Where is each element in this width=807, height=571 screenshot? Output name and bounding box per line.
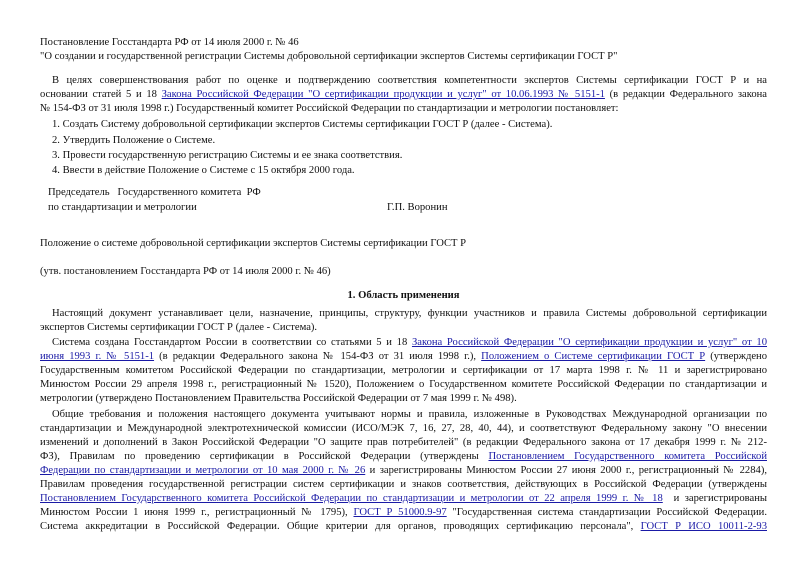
section-1-heading: 1. Область применения (347, 290, 460, 301)
document-title-line1: Постановление Госстандарта РФ от 14 июля 2000 г. № 46 (40, 37, 299, 48)
law-5151-1-date-link[interactable]: июня 1993 г. № 5151-1 (40, 351, 155, 362)
gost-r-51000-9-97-link[interactable]: ГОСТ Р 51000.9-97 (353, 507, 447, 518)
section-1-p2-line4: Минюстом России 29 апреля 1998 г., регистрационный № 1520), Положением о Государственном комитете Российской Федерации по стандартизации и (40, 379, 767, 390)
section-1-p3-line6: Правилам проведения государственной регистрации систем сертификации и знаков соответствия, действующих в Российской Федерации (утверждены (40, 479, 767, 490)
resolution-item-1: 1. Создать Систему добровольной сертификации экспертов Системы сертификации ГОСТ Р (далее - Система). (52, 119, 553, 130)
section-1-p1-line2: экспертов Системы сертификации ГОСТ Р (далее - Система). (40, 322, 318, 333)
section-1-p3-line3: изменений и дополнений в Закон Российской Федерации "О защите прав потребителей" (в редакции Федерального закона от 17 декабря 1999 г. № 212- (40, 437, 767, 448)
regulation-approved-note: (утв. постановлением Госстандарта РФ от 14 июля 2000 г. № 46) (40, 266, 331, 277)
section-1-p3-line8: Минюстом России 1 июня 1999 г., регистрационный № 1795), ГОСТ Р 51000.9-97 "Государственная система стандартизации Российской Федерации. (40, 507, 767, 518)
gost-r-system-regulation-link[interactable]: Положением о Системе сертификации ГОСТ Р (481, 351, 706, 362)
section-1-p2-line2: июня 1993 г. № 5151-1 (в редакции Федерального закона № 154-ФЗ от 31 июля 1998 г.), Положением о Системе сертификации ГОСТ Р (утверждено (40, 351, 768, 362)
law-sertifikacii-link[interactable]: Закона Российской Федерации "О сертификации продукции и услуг" от 10 (411, 337, 768, 348)
section-1-p3-line1: Общие требования и положения настоящего документа учитывают нормы и правила, изложенные в Руководствах Международной организации по (52, 409, 767, 420)
document-title-line2: "О создании и государственной регистрации Системы добровольной сертификации экспертов Системы сертификации ГОСТ Р" (40, 51, 618, 62)
section-1-p3-line5: Федерации по стандартизации и метрологии от 10 мая 2000 г. № 26 и зарегистрированы Минюстом России 27 июня 2000 г., регистрационный № 2284), (40, 465, 767, 476)
resolution-item-3: 3. Провести государственную регистрацию Системы и ее знака соответствия. (52, 150, 403, 161)
section-1-p2-line3: Государственным комитетом Российской Федерации по стандартизации, метрологии и сертификации от 17 марта 1998 г. № 11 и зарегистрировано (40, 365, 767, 376)
section-1-p3-line4: ФЗ), Правилам по проведению сертификации в Российской Федерации (утверждены Постановлением Государственного комитета Российской (40, 451, 767, 462)
resolution-item-2: 2. Утвердить Положение о Системе. (52, 135, 216, 146)
section-1-p3-line7: Постановлением Государственного комитета Российской Федерации по стандартизации и метрологии от 22 апреля 1999 г. № 18 и зарегистрированы (40, 493, 767, 504)
law-5151-1-link[interactable]: Закона Российской Федерации "О сертификации продукции и услуг" от 10.06.1993 № 5151-1 (161, 89, 605, 100)
resolution-item-4: 4. Ввести в действие Положение о Системе с 15 октября 2000 года. (52, 165, 355, 176)
preamble-line2: основании статей 5 и 18 Закона Российской Федерации "О сертификации продукции и услуг" от 10.06.1993 № 5151-1 (в редакции Федерального закона (40, 89, 767, 100)
decree-26-link-part2[interactable]: Федерации по стандартизации и метрологии от 10 мая 2000 г. № 26 (40, 465, 366, 476)
section-1-p2-line5: метрологии (утверждено Постановлением Правительства Российской Федерации от 7 мая 1999 г. № 498). (40, 393, 517, 404)
section-1-p1-line1: Настоящий документ устанавливает цели, назначение, принципы, структуру, функции участников и правила Системы добровольной сертификации (52, 308, 767, 319)
signature-position-line2: по стандартизации и метрологии (48, 202, 197, 213)
section-1-p3-line9: Система аккредитации в Российской Федерации. Общие критерии для органов, проводящих сертификацию персонала", ГОСТ Р ИСО 10011-2-93 (40, 521, 767, 532)
gost-r-iso-10011-2-93-link[interactable]: ГОСТ Р ИСО 10011-2-93 (640, 521, 767, 532)
preamble-line3: № 154-ФЗ от 31 июля 1998 г.) Государственный комитет Российской Федерации по стандартизации и метрологии постановляет: (40, 103, 619, 114)
preamble-line1: В целях совершенствования работ по оценке и подтверждению соответствия компетентности экспертов Системы сертификации ГОСТ Р и на (52, 75, 767, 86)
signature-position-line1: Председатель Государственного комитета РФ (48, 187, 261, 198)
signature-name: Г.П. Воронин (387, 202, 448, 213)
decree-26-link-part1[interactable]: Постановлением Государственного комитета Российской (488, 451, 767, 462)
regulation-title: Положение о системе добровольной сертификации экспертов Системы сертификации ГОСТ Р (40, 238, 467, 249)
section-1-p3-line2: стандартизации и Международной электротехнической комиссии (ИСО/МЭК 7, 16, 27, 28, 40, 44), и соответствуют Федеральному закону "О внесении (40, 423, 767, 434)
section-1-p2-line1: Система создана Госстандартом России в соответствии со статьями 5 и 18 Закона Российской Федерации "О сертификации продукции и услуг" от 10 (52, 337, 768, 348)
decree-18-link[interactable]: Постановлением Государственного комитета Российской Федерации по стандартизации и метрологии от 22 апреля 1999 г. № 18 (40, 493, 663, 504)
